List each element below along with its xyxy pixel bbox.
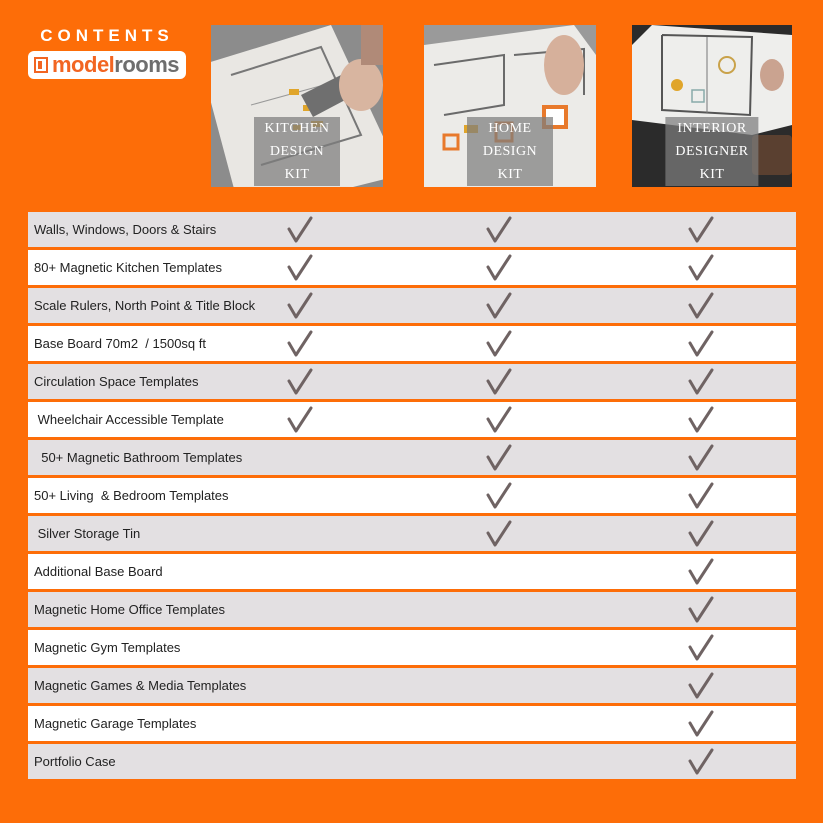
- feature-label: Magnetic Gym Templates: [34, 640, 181, 655]
- checkmark-icon: [688, 596, 714, 624]
- checkmark-icon: [287, 216, 313, 244]
- kitchen-kit-card: [211, 25, 383, 187]
- feature-label: Magnetic Games & Media Templates: [34, 678, 247, 693]
- home-kit-card: [424, 25, 596, 187]
- feature-label: Portfolio Case: [34, 754, 116, 769]
- table-row: [28, 478, 796, 513]
- checkmark-icon: [688, 520, 714, 548]
- checkmark-icon: [688, 216, 714, 244]
- table-row: [28, 516, 796, 551]
- table-row: [28, 250, 796, 285]
- checkmark-icon: [486, 254, 512, 282]
- table-row: [28, 554, 796, 589]
- feature-label: Additional Base Board: [34, 564, 163, 579]
- checkmark-icon: [486, 482, 512, 510]
- brand-block: [28, 26, 186, 79]
- contents-heading: CONTENTS: [40, 26, 174, 45]
- feature-label: Base Board 70m2 / 1500sq ft: [34, 336, 206, 351]
- feature-label: Magnetic Garage Templates: [34, 716, 197, 731]
- table-row: [28, 744, 796, 779]
- table-row: [28, 364, 796, 399]
- feature-comparison-table: [28, 212, 796, 782]
- table-row: [28, 212, 796, 247]
- interior-kit-label: INTERIOR DESIGNER KIT: [665, 117, 758, 186]
- checkmark-icon: [688, 748, 714, 776]
- feature-label: Circulation Space Templates: [34, 374, 199, 389]
- checkmark-icon: [287, 292, 313, 320]
- feature-label: Silver Storage Tin: [34, 526, 141, 541]
- feature-label: 50+ Living & Bedroom Templates: [34, 488, 229, 503]
- checkmark-icon: [688, 558, 714, 586]
- table-row: [28, 630, 796, 665]
- checkmark-icon: [287, 368, 313, 396]
- checkmark-icon: [287, 254, 313, 282]
- logo-text-rooms: rooms: [114, 52, 180, 77]
- table-row: [28, 668, 796, 703]
- checkmark-icon: [688, 444, 714, 472]
- checkmark-icon: [688, 634, 714, 662]
- checkmark-icon: [486, 406, 512, 434]
- checkmark-icon: [688, 330, 714, 358]
- table-row: [28, 706, 796, 741]
- logo-mark-icon: [34, 57, 48, 73]
- feature-label: Walls, Windows, Doors & Stairs: [34, 222, 217, 237]
- home-kit-label: HOME DESIGN KIT: [467, 117, 553, 186]
- feature-label: Magnetic Home Office Templates: [34, 602, 225, 617]
- table-row: [28, 592, 796, 627]
- feature-label: Scale Rulers, North Point & Title Block: [34, 298, 256, 313]
- modelrooms-logo: [28, 51, 186, 79]
- kitchen-kit-label: KITCHEN DESIGN KIT: [254, 117, 340, 186]
- interior-kit-card: [632, 25, 792, 187]
- checkmark-icon: [688, 292, 714, 320]
- table-row: [28, 440, 796, 475]
- checkmark-icon: [287, 406, 313, 434]
- table-row: [28, 288, 796, 323]
- checkmark-icon: [688, 672, 714, 700]
- checkmark-icon: [688, 368, 714, 396]
- table-row: [28, 326, 796, 361]
- table-row: [28, 402, 796, 437]
- checkmark-icon: [486, 520, 512, 548]
- checkmark-icon: [688, 254, 714, 282]
- checkmark-icon: [486, 444, 512, 472]
- checkmark-icon: [486, 368, 512, 396]
- checkmark-icon: [486, 292, 512, 320]
- checkmark-icon: [688, 710, 714, 738]
- checkmark-icon: [688, 406, 714, 434]
- logo-text-model: model: [52, 52, 115, 77]
- checkmark-icon: [486, 216, 512, 244]
- feature-label: Wheelchair Accessible Template: [34, 412, 224, 427]
- feature-label: 80+ Magnetic Kitchen Templates: [34, 260, 223, 275]
- checkmark-icon: [287, 330, 313, 358]
- checkmark-icon: [688, 482, 714, 510]
- checkmark-icon: [486, 330, 512, 358]
- feature-label: 50+ Magnetic Bathroom Templates: [34, 450, 243, 465]
